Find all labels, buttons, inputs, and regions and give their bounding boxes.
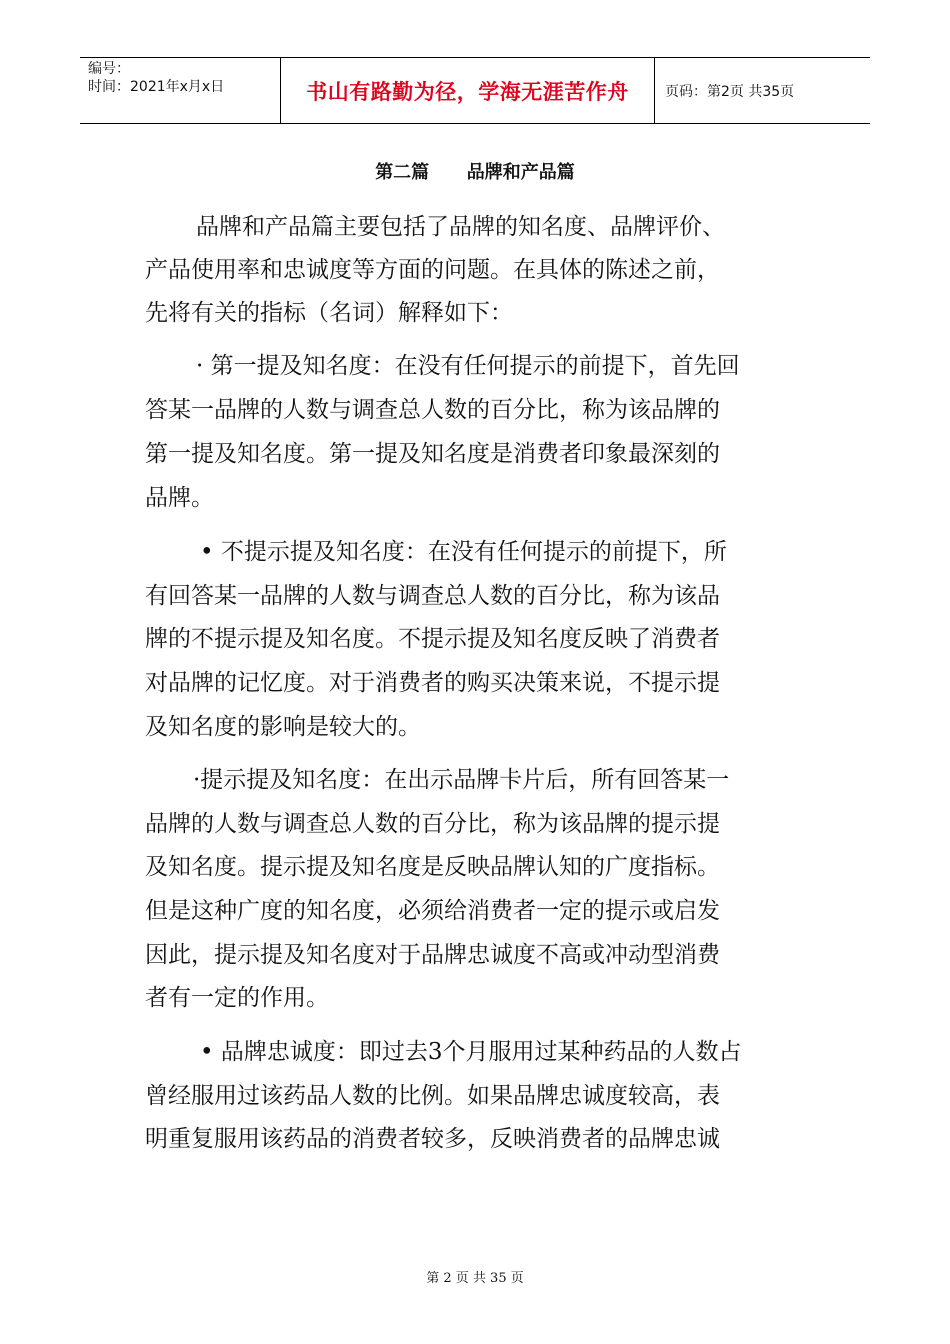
document-date: 时间：2021年x月x日 — [88, 79, 225, 95]
body-line: 曾经服用过该药品人数的比例。如果品牌忠诚度较高，表 — [145, 1083, 720, 1109]
body-line: 但是这种广度的知名度，必须给消费者一定的提示或启发 — [145, 898, 720, 924]
body-line: 第一提及知名度。第一提及知名度是消费者印象最深刻的 — [145, 441, 720, 467]
header-meta — [80, 58, 281, 123]
body-line: 答某一品牌的人数与调查总人数的百分比，称为该品牌的 — [145, 397, 720, 423]
body-line: 明重复服用该药品的消费者较多，反映消费者的品牌忠诚 — [145, 1126, 720, 1152]
body-line: ·提示提及知名度：在出示品牌卡片后，所有回答某一 — [193, 767, 730, 793]
header-page-info: 页码：第2页 共35页 — [665, 83, 795, 100]
body-line: 品牌的人数与调查总人数的百分比，称为该品牌的提示提 — [145, 811, 720, 837]
body-line: 对品牌的记忆度。对于消费者的购买决策来说，不提示提 — [145, 670, 720, 696]
document-number-label: 编号： — [88, 61, 130, 77]
body-line: 先将有关的指标（名词）解释如下： — [145, 300, 513, 326]
body-line: 及知名度的影响是较大的。 — [145, 714, 421, 740]
body-line: 牌的不提示提及知名度。不提示提及知名度反映了消费者 — [145, 626, 720, 652]
body-line: 产品使用率和忠诚度等方面的问题。在具体的陈述之前， — [145, 257, 720, 283]
body-line: · 第一提及知名度：在没有任何提示的前提下，首先回 — [196, 353, 740, 379]
header-motto: 书山有路勤为径，学海无涯苦作舟 — [281, 58, 655, 123]
page-footer: 第 2 页 共 35 页 — [426, 1271, 524, 1286]
section-title: 第二篇 品牌和产品篇 — [375, 162, 575, 183]
body-line: • 品牌忠诚度：即过去3个月服用过某种药品的人数占 — [200, 1039, 742, 1065]
body-line: 因此，提示提及知名度对于品牌忠诚度不高或冲动型消费 — [145, 942, 720, 968]
document-header — [80, 57, 870, 124]
body-line: 有回答某一品牌的人数与调查总人数的百分比，称为该品 — [145, 583, 720, 609]
body-line: 者有一定的作用。 — [145, 985, 329, 1011]
body-line: 品牌和产品篇主要包括了品牌的知名度、品牌评价、 — [196, 214, 725, 240]
body-line: 品牌。 — [145, 485, 214, 511]
body-line: • 不提示提及知名度：在没有任何提示的前提下，所 — [200, 539, 727, 565]
body-line: 及知名度。提示提及知名度是反映品牌认知的广度指标。 — [145, 854, 720, 880]
